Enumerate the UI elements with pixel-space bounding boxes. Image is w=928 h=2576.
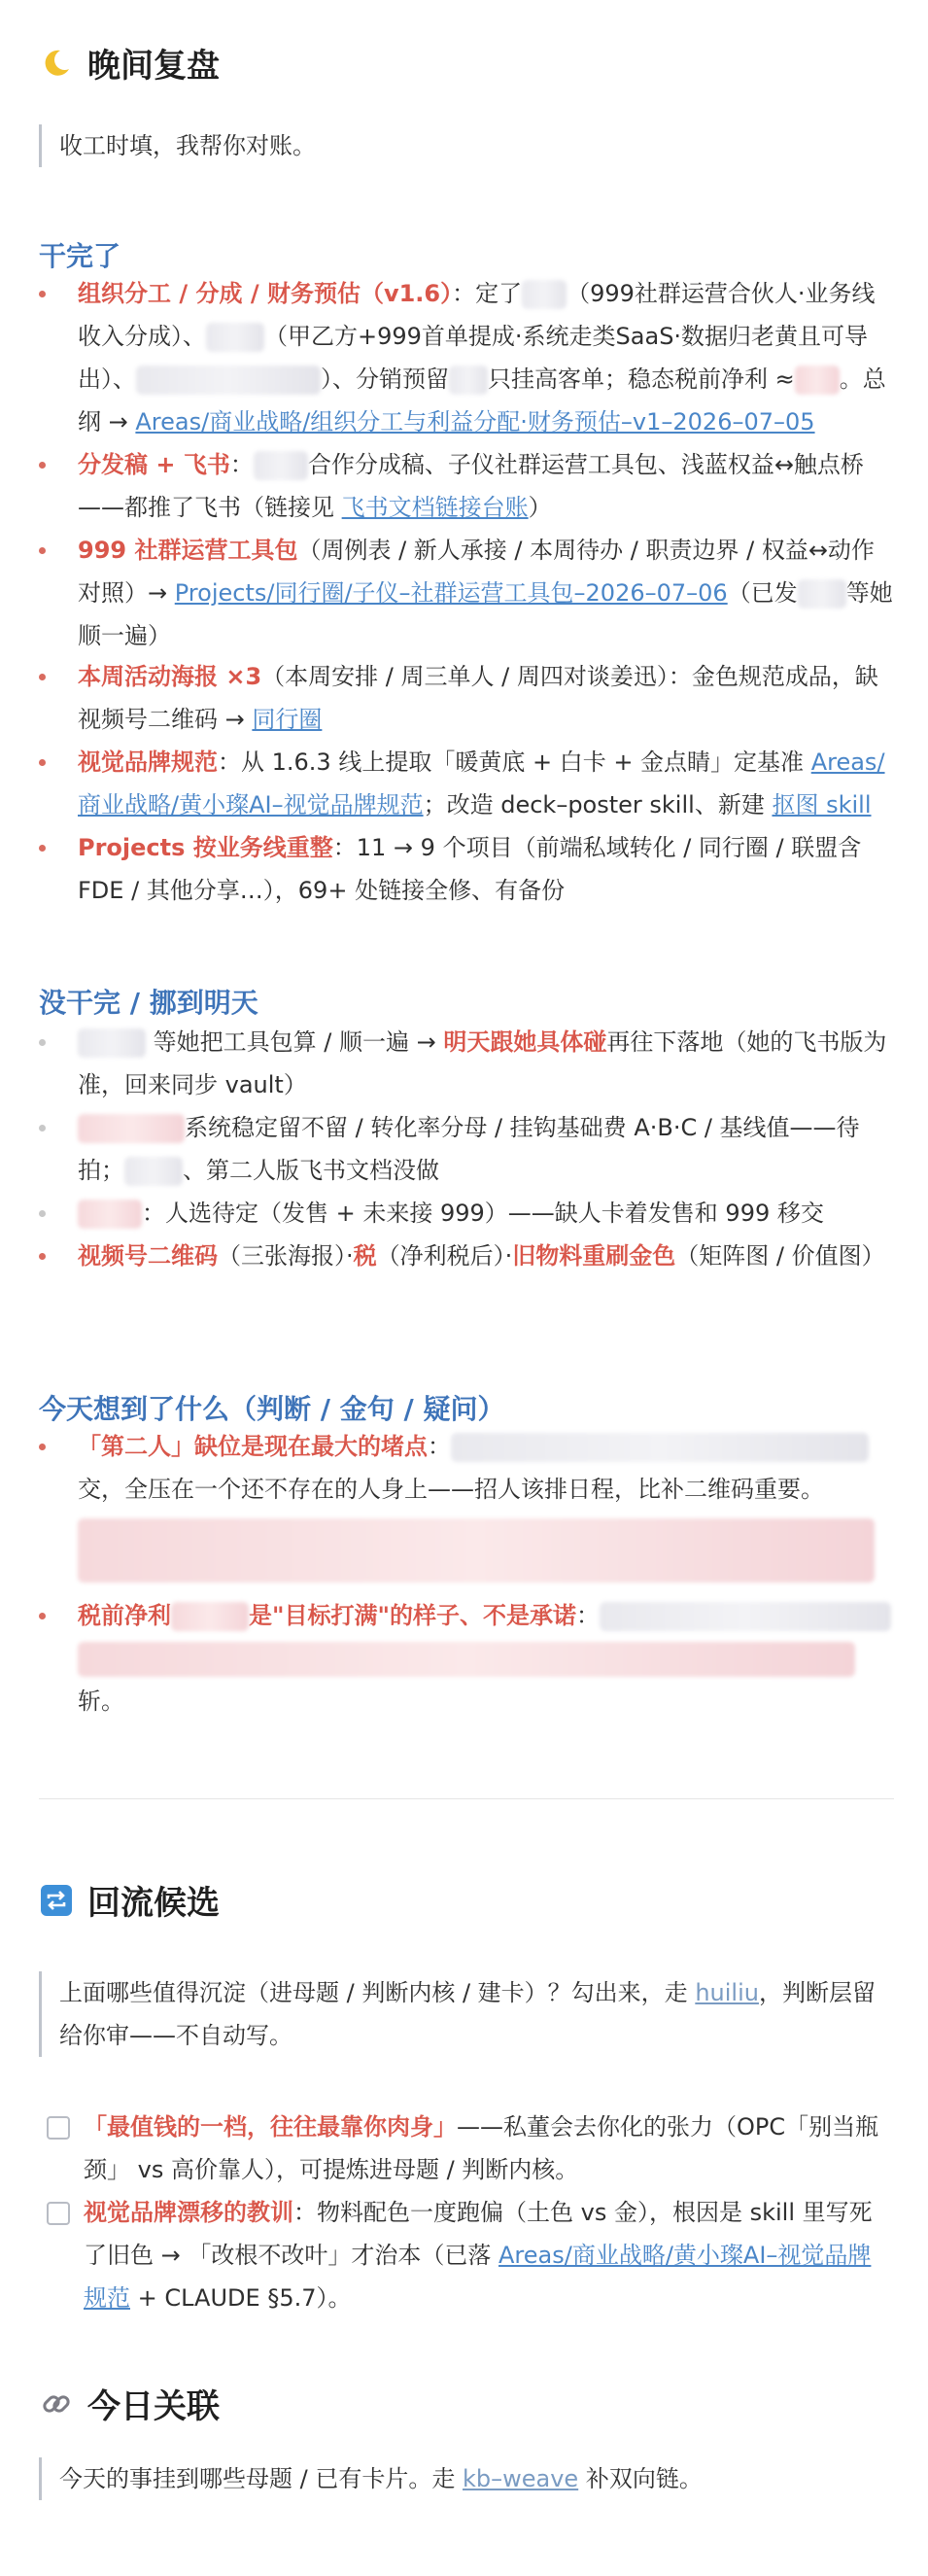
moon-icon: [39, 46, 74, 81]
redacted-text: [451, 1433, 869, 1462]
vault-link[interactable]: 抠图 skill: [772, 791, 872, 818]
vault-link[interactable]: Areas/商业战略/组织分工与利益分配·财务预估–v1–2026–07–05: [135, 408, 815, 435]
bullet: [39, 759, 46, 766]
list-item: 分发稿 + 飞书： 合作分成稿、子仪社群运营工具包、浅蓝权益↔触点桥——都推了飞书（链接见 飞书文档链接台账）: [39, 443, 894, 529]
bullet: [39, 1253, 46, 1260]
redacted-text: [206, 323, 264, 352]
bullet: [39, 291, 46, 297]
list-item: ：人选待定（发售 + 未来接 999）——缺人卡着发售和 999 移交: [39, 1192, 894, 1235]
divider: [39, 1798, 894, 1799]
redacted-text: [78, 1114, 185, 1143]
vault-link[interactable]: 同行圈: [252, 706, 323, 733]
bullet: [39, 1210, 46, 1217]
link-icon: [39, 2386, 74, 2421]
vault-link[interactable]: 飞书文档链接台账: [341, 494, 529, 521]
checkbox[interactable]: [47, 2116, 70, 2140]
reflow-heading: [39, 1876, 220, 1924]
huiliu-link[interactable]: huiliu: [695, 1979, 759, 2006]
bullet: [39, 1613, 46, 1619]
redacted-text: [78, 1028, 146, 1058]
kb-weave-link[interactable]: kb–weave: [462, 2465, 579, 2492]
bullet: [39, 547, 46, 554]
list-item: 组织分工 / 分成 / 财务预估（v1.6）：定了 （999社群运营合伙人·业务线收入分成）、 （甲乙方+999首单提成·系统走类SaaS·数据归老黄且可导出）、 ）、分销预留 只挂高客单；稳态税前净利 ≈ 。总纲 → Areas/商业战略/组织分工与利益分配·财务预估–v1–2026–07–05: [39, 272, 894, 443]
list-item: 视觉品牌规范：从 1.6.3 线上提取「暖黄底 + 白卡 + 金点睛」定基准 Areas/商业战略/黄小璨AI–视觉品牌规范；改造 deck–poster skill、新建 抠图 skill: [39, 741, 894, 826]
list-item: 本周活动海报 ×3（本周安排 / 周三单人 / 周四对谈姜迅）：金色规范成品，缺视频号二维码 → 同行圈: [39, 655, 894, 741]
redacted-text: [171, 1602, 249, 1631]
redacted-text: [798, 579, 846, 609]
redacted-text: [795, 366, 840, 395]
vault-link[interactable]: Areas/商业战略/黄小璨AI–视觉品牌规范: [84, 2242, 872, 2312]
repeat-icon: [39, 1883, 74, 1918]
evening-review-heading: [39, 39, 220, 87]
vault-link[interactable]: Projects/同行圈/子仪–社群运营工具包–2026–07–06: [174, 579, 728, 607]
quote-text: 收工时填，我帮你对账。: [59, 132, 316, 159]
checklist-item: 视觉品牌漂移的教训：物料配色一度跑偏（土色 vs 金），根因是 skill 里写死了旧色 → 「改根不改叶」才治本（已落 Areas/商业战略/黄小璨AI–视觉品牌规范 + CLAUDE §5.7）。: [39, 2191, 894, 2319]
undone-heading: 没干完 / 挪到明天: [39, 987, 258, 1019]
redacted-text: [78, 1200, 142, 1229]
list-item: 999 社群运营工具包（周例表 / 新人承接 / 本周待办 / 职责边界 / 权益↔动作对照）→ Projects/同行圈/子仪–社群运营工具包–2026–07–06（已发 等她顺一遍）: [39, 529, 894, 657]
done-heading: 干完了: [39, 240, 121, 272]
heading-text: 今日关联: [87, 2387, 220, 2426]
bullet: [39, 674, 46, 680]
list-item: 系统稳定留不留 / 转化率分母 / 挂钩基础费 A·B·C / 基线值——待拍； 、第二人版飞书文档没做: [39, 1106, 894, 1192]
checklist-item: 「最值钱的一档，往往最靠你肉身」——私董会去你化的张力（OPC「别当瓶颈」 vs 高价靠人），可提炼进母题 / 判断内核。: [39, 2106, 894, 2191]
redacted-text: [600, 1602, 891, 1631]
redacted-text: [78, 1642, 855, 1677]
bullet: [39, 1444, 46, 1450]
checkbox[interactable]: [47, 2202, 70, 2225]
redacted-text: [522, 280, 567, 309]
heading-text: 回流候选: [87, 1884, 220, 1923]
list-item: 税前净利 是"目标打满"的样子、不是承诺： 斩。: [39, 1594, 894, 1723]
vault-link[interactable]: Areas/商业战略/黄小璨AI–视觉品牌规范: [78, 748, 885, 818]
reflow-quote: 上面哪些值得沉淀（进母题 / 判断内核 / 建卡）？勾出来，走 huiliu，判断层留给你审——不自动写。: [39, 1971, 895, 2057]
redacted-text: [124, 1157, 183, 1186]
list-item: 视频号二维码（三张海报）·税（净利税后）·旧物料重刷金色（矩阵图 / 价值图）: [39, 1235, 894, 1277]
bullet: [39, 1039, 46, 1046]
redacted-text: [449, 366, 488, 395]
list-item: Projects 按业务线重整：11 → 9 个项目（前端私域转化 / 同行圈 / 联盟含 FDE / 其他分享…），69+ 处链接全修、有备份: [39, 826, 894, 912]
bullet: [39, 845, 46, 852]
redacted-text: [78, 1518, 875, 1583]
redacted-text: [136, 366, 321, 395]
evening-quote: [39, 124, 895, 167]
bullet: [39, 462, 46, 469]
list-item: 等她把工具包算 / 顺一遍 → 明天跟她具体碰再往下落地（她的飞书版为准，回来同步 vault）: [39, 1021, 894, 1106]
links-quote: 今天的事挂到哪些母题 / 已有卡片。走 kb–weave 补双向链。: [39, 2457, 895, 2500]
list-item: 「第二人」缺位是现在最大的堵点： 交，全压在一个还不存在的人身上——招人该排日程，比补二维码重要。: [39, 1425, 894, 1583]
redacted-text: [254, 451, 308, 480]
thoughts-heading: 今天想到了什么（判断 / 金句 / 疑问）: [39, 1393, 505, 1425]
bullet: [39, 1125, 46, 1131]
links-heading: [39, 2380, 220, 2427]
heading-text: 晚间复盘: [87, 47, 220, 86]
